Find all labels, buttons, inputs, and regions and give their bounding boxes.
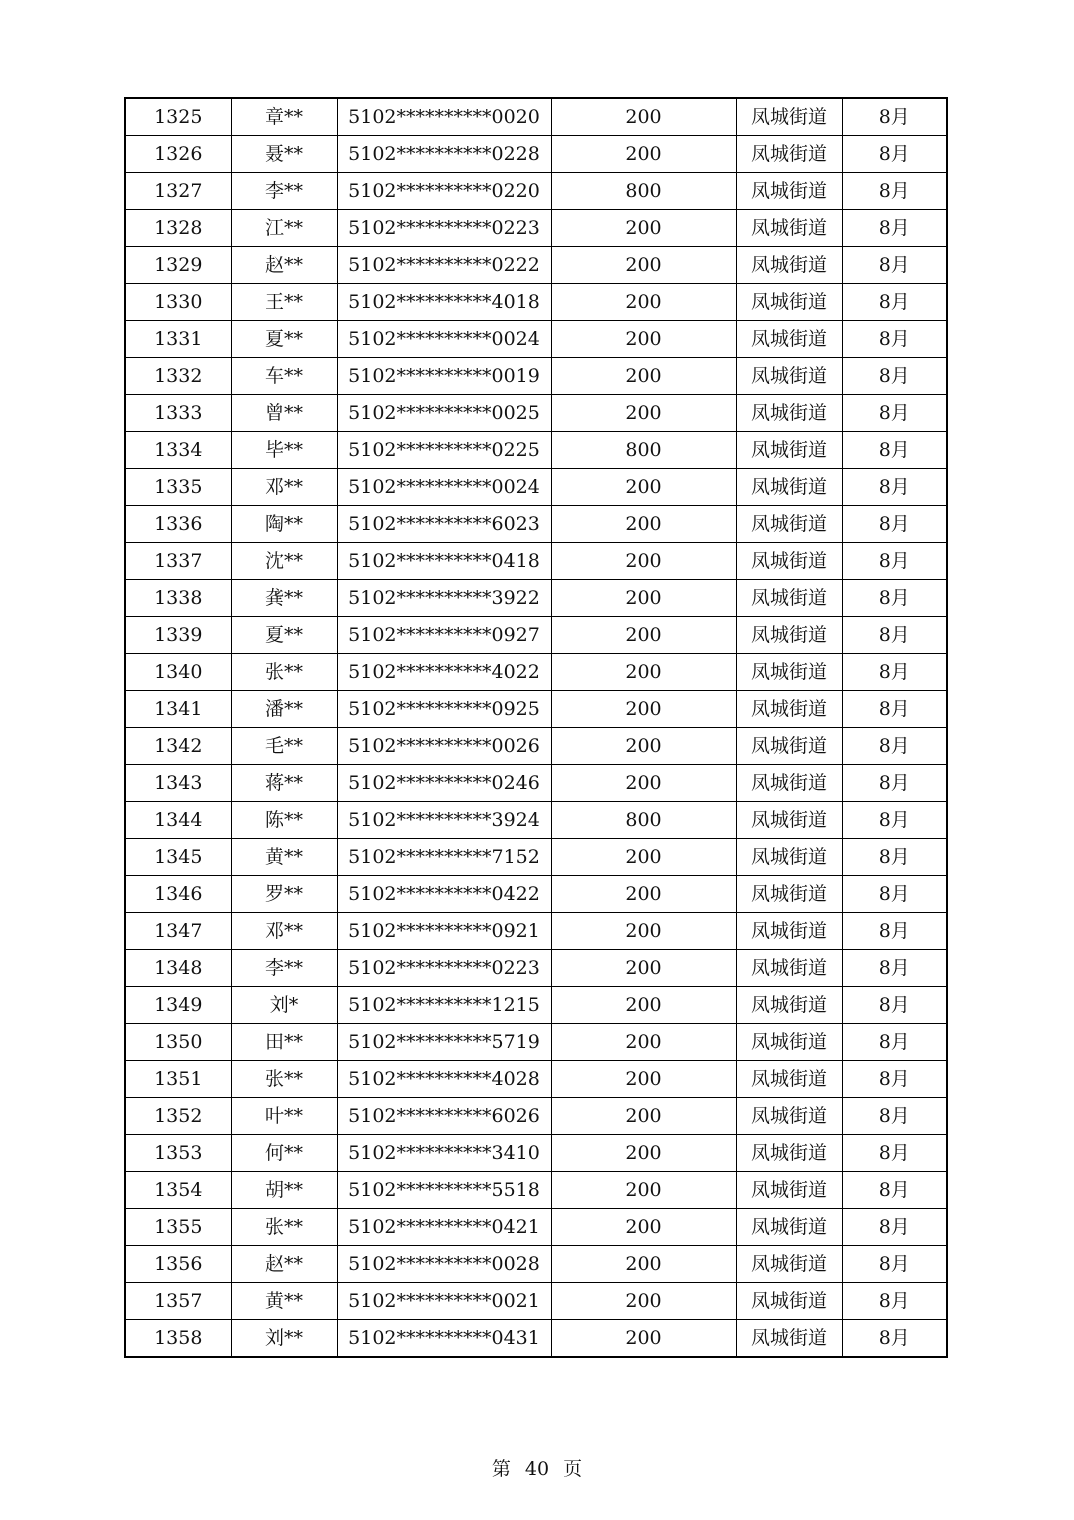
amount-cell: 200: [551, 506, 736, 543]
table-row: [125, 210, 947, 247]
table-row: [125, 543, 947, 580]
name-cell: 蒋**: [231, 765, 337, 802]
table-row: [125, 284, 947, 321]
street-cell: 凤城街道: [736, 765, 842, 802]
month-cell: 8月: [842, 950, 947, 987]
month-cell: 8月: [842, 1320, 947, 1358]
id-number-cell: 5102**********0431: [337, 1320, 551, 1358]
month-cell: 8月: [842, 173, 947, 210]
month-cell: 8月: [842, 802, 947, 839]
street-cell: 凤城街道: [736, 580, 842, 617]
street-cell: 凤城街道: [736, 358, 842, 395]
street-cell: 凤城街道: [736, 1024, 842, 1061]
name-cell: 潘**: [231, 691, 337, 728]
id-number-cell: 5102**********0246: [337, 765, 551, 802]
street-cell: 凤城街道: [736, 395, 842, 432]
month-cell: 8月: [842, 506, 947, 543]
street-cell: 凤城街道: [736, 913, 842, 950]
serial-number-cell: 1327: [125, 173, 231, 210]
name-cell: 王**: [231, 284, 337, 321]
serial-number-cell: 1332: [125, 358, 231, 395]
amount-cell: 200: [551, 728, 736, 765]
id-number-cell: 5102**********0228: [337, 136, 551, 173]
street-cell: 凤城街道: [736, 173, 842, 210]
street-cell: 凤城街道: [736, 432, 842, 469]
table-row: [125, 358, 947, 395]
street-cell: 凤城街道: [736, 1209, 842, 1246]
month-cell: 8月: [842, 617, 947, 654]
street-cell: 凤城街道: [736, 1246, 842, 1283]
serial-number-cell: 1350: [125, 1024, 231, 1061]
name-cell: 张**: [231, 1061, 337, 1098]
street-cell: 凤城街道: [736, 728, 842, 765]
amount-cell: 200: [551, 98, 736, 136]
id-number-cell: 5102**********4018: [337, 284, 551, 321]
id-number-cell: 5102**********0422: [337, 876, 551, 913]
table-row: [125, 136, 947, 173]
footer-prefix: 第: [491, 1458, 511, 1480]
footer-suffix: 页: [563, 1458, 583, 1480]
serial-number-cell: 1335: [125, 469, 231, 506]
name-cell: 夏**: [231, 321, 337, 358]
name-cell: 黄**: [231, 839, 337, 876]
street-cell: 凤城街道: [736, 1320, 842, 1358]
amount-cell: 200: [551, 210, 736, 247]
id-number-cell: 5102**********7152: [337, 839, 551, 876]
id-number-cell: 5102**********0925: [337, 691, 551, 728]
table-row: [125, 98, 947, 136]
table-row: [125, 1209, 947, 1246]
amount-cell: 200: [551, 1098, 736, 1135]
id-number-cell: 5102**********0021: [337, 1283, 551, 1320]
name-cell: 曾**: [231, 395, 337, 432]
id-number-cell: 5102**********0927: [337, 617, 551, 654]
month-cell: 8月: [842, 321, 947, 358]
month-cell: 8月: [842, 839, 947, 876]
street-cell: 凤城街道: [736, 1172, 842, 1209]
serial-number-cell: 1347: [125, 913, 231, 950]
name-cell: 毕**: [231, 432, 337, 469]
serial-number-cell: 1340: [125, 654, 231, 691]
id-number-cell: 5102**********0421: [337, 1209, 551, 1246]
name-cell: 沈**: [231, 543, 337, 580]
table-row: [125, 617, 947, 654]
street-cell: 凤城街道: [736, 136, 842, 173]
id-number-cell: 5102**********6023: [337, 506, 551, 543]
name-cell: 李**: [231, 173, 337, 210]
name-cell: 车**: [231, 358, 337, 395]
table-row: [125, 1283, 947, 1320]
street-cell: 凤城街道: [736, 1061, 842, 1098]
name-cell: 陈**: [231, 802, 337, 839]
id-number-cell: 5102**********0024: [337, 321, 551, 358]
month-cell: 8月: [842, 1172, 947, 1209]
name-cell: 叶**: [231, 1098, 337, 1135]
serial-number-cell: 1336: [125, 506, 231, 543]
name-cell: 龚**: [231, 580, 337, 617]
street-cell: 凤城街道: [736, 469, 842, 506]
amount-cell: 200: [551, 1061, 736, 1098]
street-cell: 凤城街道: [736, 876, 842, 913]
roster-table: [124, 97, 948, 1358]
street-cell: 凤城街道: [736, 98, 842, 136]
table-row: [125, 469, 947, 506]
serial-number-cell: 1339: [125, 617, 231, 654]
street-cell: 凤城街道: [736, 210, 842, 247]
serial-number-cell: 1357: [125, 1283, 231, 1320]
amount-cell: 200: [551, 580, 736, 617]
month-cell: 8月: [842, 136, 947, 173]
name-cell: 章**: [231, 98, 337, 136]
month-cell: 8月: [842, 691, 947, 728]
serial-number-cell: 1341: [125, 691, 231, 728]
amount-cell: 200: [551, 469, 736, 506]
table-row: [125, 321, 947, 358]
id-number-cell: 5102**********4028: [337, 1061, 551, 1098]
serial-number-cell: 1344: [125, 802, 231, 839]
table-row: [125, 987, 947, 1024]
amount-cell: 200: [551, 654, 736, 691]
serial-number-cell: 1349: [125, 987, 231, 1024]
id-number-cell: 5102**********1215: [337, 987, 551, 1024]
page-number: 40: [524, 1458, 550, 1480]
amount-cell: 800: [551, 802, 736, 839]
id-number-cell: 5102**********3410: [337, 1135, 551, 1172]
serial-number-cell: 1353: [125, 1135, 231, 1172]
month-cell: 8月: [842, 432, 947, 469]
serial-number-cell: 1328: [125, 210, 231, 247]
table-row: [125, 1024, 947, 1061]
amount-cell: 800: [551, 173, 736, 210]
street-cell: 凤城街道: [736, 691, 842, 728]
name-cell: 赵**: [231, 1246, 337, 1283]
table-row: [125, 506, 947, 543]
month-cell: 8月: [842, 1098, 947, 1135]
name-cell: 田**: [231, 1024, 337, 1061]
amount-cell: 200: [551, 1283, 736, 1320]
serial-number-cell: 1333: [125, 395, 231, 432]
amount-cell: 200: [551, 284, 736, 321]
table-row: [125, 839, 947, 876]
table-row: [125, 395, 947, 432]
name-cell: 刘*: [231, 987, 337, 1024]
id-number-cell: 5102**********0025: [337, 395, 551, 432]
month-cell: 8月: [842, 728, 947, 765]
month-cell: 8月: [842, 913, 947, 950]
serial-number-cell: 1330: [125, 284, 231, 321]
table-row: [125, 802, 947, 839]
month-cell: 8月: [842, 1246, 947, 1283]
table-row: [125, 654, 947, 691]
amount-cell: 200: [551, 358, 736, 395]
amount-cell: 200: [551, 1246, 736, 1283]
id-number-cell: 5102**********0028: [337, 1246, 551, 1283]
serial-number-cell: 1331: [125, 321, 231, 358]
id-number-cell: 5102**********0019: [337, 358, 551, 395]
id-number-cell: 5102**********0418: [337, 543, 551, 580]
table-row: [125, 765, 947, 802]
month-cell: 8月: [842, 654, 947, 691]
table-row: [125, 1320, 947, 1358]
id-number-cell: 5102**********0223: [337, 210, 551, 247]
table-row: [125, 728, 947, 765]
table-row: [125, 173, 947, 210]
street-cell: 凤城街道: [736, 1283, 842, 1320]
amount-cell: 200: [551, 913, 736, 950]
name-cell: 黄**: [231, 1283, 337, 1320]
street-cell: 凤城街道: [736, 987, 842, 1024]
id-number-cell: 5102**********4022: [337, 654, 551, 691]
id-number-cell: 5102**********5518: [337, 1172, 551, 1209]
table-row: [125, 691, 947, 728]
amount-cell: 200: [551, 321, 736, 358]
id-number-cell: 5102**********0026: [337, 728, 551, 765]
amount-cell: 200: [551, 1172, 736, 1209]
month-cell: 8月: [842, 247, 947, 284]
table-row: [125, 1061, 947, 1098]
month-cell: 8月: [842, 98, 947, 136]
id-number-cell: 5102**********6026: [337, 1098, 551, 1135]
serial-number-cell: 1325: [125, 98, 231, 136]
street-cell: 凤城街道: [736, 839, 842, 876]
month-cell: 8月: [842, 543, 947, 580]
serial-number-cell: 1343: [125, 765, 231, 802]
table-row: [125, 1098, 947, 1135]
name-cell: 刘**: [231, 1320, 337, 1358]
serial-number-cell: 1348: [125, 950, 231, 987]
name-cell: 李**: [231, 950, 337, 987]
table-row: [125, 1246, 947, 1283]
month-cell: 8月: [842, 1209, 947, 1246]
serial-number-cell: 1356: [125, 1246, 231, 1283]
serial-number-cell: 1334: [125, 432, 231, 469]
serial-number-cell: 1338: [125, 580, 231, 617]
id-number-cell: 5102**********0223: [337, 950, 551, 987]
serial-number-cell: 1346: [125, 876, 231, 913]
serial-number-cell: 1345: [125, 839, 231, 876]
month-cell: 8月: [842, 210, 947, 247]
street-cell: 凤城街道: [736, 950, 842, 987]
amount-cell: 200: [551, 543, 736, 580]
month-cell: 8月: [842, 580, 947, 617]
serial-number-cell: 1358: [125, 1320, 231, 1358]
month-cell: 8月: [842, 1283, 947, 1320]
name-cell: 邓**: [231, 469, 337, 506]
id-number-cell: 5102**********0222: [337, 247, 551, 284]
name-cell: 张**: [231, 1209, 337, 1246]
table-row: [125, 580, 947, 617]
month-cell: 8月: [842, 876, 947, 913]
amount-cell: 200: [551, 1135, 736, 1172]
table-row: [125, 1172, 947, 1209]
amount-cell: 200: [551, 1320, 736, 1358]
month-cell: 8月: [842, 358, 947, 395]
id-number-cell: 5102**********5719: [337, 1024, 551, 1061]
amount-cell: 200: [551, 765, 736, 802]
table-row: [125, 432, 947, 469]
amount-cell: 200: [551, 617, 736, 654]
name-cell: 夏**: [231, 617, 337, 654]
amount-cell: 200: [551, 839, 736, 876]
serial-number-cell: 1352: [125, 1098, 231, 1135]
month-cell: 8月: [842, 765, 947, 802]
name-cell: 江**: [231, 210, 337, 247]
serial-number-cell: 1351: [125, 1061, 231, 1098]
street-cell: 凤城街道: [736, 617, 842, 654]
month-cell: 8月: [842, 1024, 947, 1061]
serial-number-cell: 1326: [125, 136, 231, 173]
name-cell: 聂**: [231, 136, 337, 173]
id-number-cell: 5102**********0220: [337, 173, 551, 210]
serial-number-cell: 1354: [125, 1172, 231, 1209]
street-cell: 凤城街道: [736, 321, 842, 358]
serial-number-cell: 1329: [125, 247, 231, 284]
table-row: [125, 950, 947, 987]
month-cell: 8月: [842, 987, 947, 1024]
street-cell: 凤城街道: [736, 802, 842, 839]
roster-table-body: [125, 98, 947, 1357]
id-number-cell: 5102**********3922: [337, 580, 551, 617]
name-cell: 何**: [231, 1135, 337, 1172]
street-cell: 凤城街道: [736, 1135, 842, 1172]
street-cell: 凤城街道: [736, 543, 842, 580]
street-cell: 凤城街道: [736, 1098, 842, 1135]
amount-cell: 200: [551, 987, 736, 1024]
amount-cell: 200: [551, 395, 736, 432]
amount-cell: 200: [551, 876, 736, 913]
street-cell: 凤城街道: [736, 654, 842, 691]
id-number-cell: 5102**********3924: [337, 802, 551, 839]
amount-cell: 200: [551, 950, 736, 987]
serial-number-cell: 1337: [125, 543, 231, 580]
table-row: [125, 1135, 947, 1172]
page-footer: [0, 1454, 1074, 1481]
serial-number-cell: 1342: [125, 728, 231, 765]
id-number-cell: 5102**********0225: [337, 432, 551, 469]
street-cell: 凤城街道: [736, 247, 842, 284]
amount-cell: 200: [551, 1209, 736, 1246]
street-cell: 凤城街道: [736, 284, 842, 321]
name-cell: 陶**: [231, 506, 337, 543]
id-number-cell: 5102**********0020: [337, 98, 551, 136]
month-cell: 8月: [842, 1135, 947, 1172]
amount-cell: 200: [551, 136, 736, 173]
name-cell: 胡**: [231, 1172, 337, 1209]
amount-cell: 800: [551, 432, 736, 469]
amount-cell: 200: [551, 691, 736, 728]
month-cell: 8月: [842, 469, 947, 506]
amount-cell: 200: [551, 1024, 736, 1061]
table-row: [125, 247, 947, 284]
street-cell: 凤城街道: [736, 506, 842, 543]
name-cell: 毛**: [231, 728, 337, 765]
name-cell: 张**: [231, 654, 337, 691]
amount-cell: 200: [551, 247, 736, 284]
name-cell: 邓**: [231, 913, 337, 950]
name-cell: 罗**: [231, 876, 337, 913]
month-cell: 8月: [842, 395, 947, 432]
id-number-cell: 5102**********0921: [337, 913, 551, 950]
table-row: [125, 913, 947, 950]
table-row: [125, 876, 947, 913]
month-cell: 8月: [842, 284, 947, 321]
month-cell: 8月: [842, 1061, 947, 1098]
id-number-cell: 5102**********0024: [337, 469, 551, 506]
serial-number-cell: 1355: [125, 1209, 231, 1246]
name-cell: 赵**: [231, 247, 337, 284]
